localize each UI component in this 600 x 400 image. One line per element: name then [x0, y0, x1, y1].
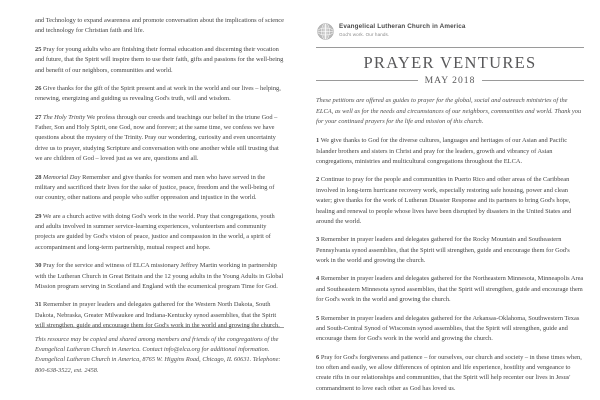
entry-text: Pray for young adults who are finishing their formal education and discerning their vocation and future, that the Spirit will inspire them to use their faith, gifts and passions for the well-being and benefit of our neighbors, communities and world. [35, 45, 284, 74]
entry-number: 5 [316, 314, 320, 322]
entry-text: Remember and give thanks for women and men who have served in the military and sacrificed their lives for the sake of justice, peace, freedom and the well-being of our country, other nations and people who suffer oppression and injustice in the world. [35, 173, 275, 202]
issue-date: MAY 2018 [424, 75, 476, 87]
entry-text: Pray for the service and witness of ELCA missionary Jeffrey Martin working in partnership with the Lutheran Church in Great Britain and the 12 young adults in the Young Adults in Global Mission program serving in Scotland and England with the ecumenical program Time for God. [35, 262, 284, 290]
entry-text: Remember in prayer leaders and delegates gathered for the Rocky Mountain and Southeastern Pennsylvania synod assemblies, that the Spirit will strengthen, guide and encourage them for God's work in the world and growing the church. [316, 236, 570, 265]
prayer-entry [35, 45, 284, 76]
prayer-entry [316, 274, 584, 305]
entry-text: We profess through our creeds and teachings our belief in the triune God – Father, Son and Holy Spirit, one God, now and forever; at the same time, we confess we have questions about the mystery of the Trinity. Pray our wondering, curiosity and even uncertainty drive us to prayer, studying Scripture and conversation with one another while still trusting that we are children of God – loved just as we are, questions and all. [35, 113, 279, 163]
page-title: PRAYER VENTURES [363, 53, 537, 72]
subtitle-rule-left [316, 80, 418, 81]
prayer-entry [316, 175, 584, 227]
prayer-entry [316, 314, 584, 345]
entry-emphasis: Memorial Day [43, 173, 81, 181]
right-entry-list [314, 136, 586, 394]
entry-number: 28 [35, 173, 42, 181]
intro-paragraph: These petitions are offered as guides to prayer for the global, social and outreach ministries of the ELCA, as well as for the needs and circumstances of our neighbors, communities and world. Thank you for your continued prayers for the life and mission of this church. [316, 97, 582, 125]
entry-number: 6 [316, 353, 320, 361]
footer-divider [35, 327, 284, 328]
elca-globe-cross-icon [317, 23, 334, 40]
entry-number: 29 [35, 212, 42, 220]
entry-text: We are a church active with doing God's work in the world. Pray that congregations, youth and adults involved in summer service-learning experiences, volunteerism and community projects are guided by God's vision of peace, justice and compassion in the world, a spirit of accompaniment and long-term partnership, mutual respect and hope. [35, 212, 275, 251]
brand-lockup [339, 22, 466, 37]
title-top-divider [316, 47, 584, 48]
entry-number: 1 [316, 137, 320, 145]
entry-number: 31 [35, 301, 42, 309]
prayer-entry [316, 136, 584, 167]
prayer-entry [35, 173, 284, 204]
prayer-entry [35, 113, 284, 165]
entry-number: 3 [316, 236, 320, 244]
entry-text: We give thanks to God for the diverse cultures, languages and heritages of our Asian and Pacific Islander brothers and sisters in Christ and pray for the leaders, growth and vibrancy of Asian congregations, ministries and multicultural congregations throughout the ELCA. [316, 137, 568, 166]
entry-text: Continue to pray for the people and communities in Puerto Rico and other areas of the Caribbean involved in long-term hurricane recovery work, especially restoring safe housing, power and clean water; give thanks for the work of Lutheran Disaster Response and its partners to bring God's hope, healing and renewal to people whose lives have been disrupted by disasters in the United States and around the world. [316, 176, 572, 225]
entry-number: 26 [35, 84, 42, 92]
footer-text: This resource may be copied and shared among members and friends of the congregations of the Evangelical Lutheran Church in America. Contact info@elca.org for additional information. Evangelical Lutheran Church in America, 8765 W. Higgins Road, Chicago, IL 60631. Telephone: 800-638-3522, ext. 2458. [35, 335, 281, 374]
entry-text: Remember in prayer leaders and delegates gathered for the Western North Dakota, South Dakota, Nebraska, Greater Milwaukee and Indiana-Kentucky synod assemblies, that the Spirit will strengthen, guide and encourage them for God's work in the world and growing the church. [35, 301, 280, 329]
prayer-entry [35, 212, 284, 254]
entry-text: Pray for God's forgiveness and patience – for ourselves, our church and society – in these times when, too often and easily, we allow differences of opinion and life experience, hostility and vengeance to create rifts in our relationships and communities, that the Spirit will help recenter our lives in Jesus' commandment to love each other as God has loved us. [316, 353, 582, 392]
left-entry-list [35, 45, 284, 332]
continued-paragraph: and Technology to expand awareness and promote conversation about the implications of science and technology for Christian faith and life. [35, 17, 284, 35]
footer-notice [35, 327, 284, 382]
entry-emphasis: The Holy Trinity [43, 113, 86, 121]
entry-text: Remember in prayer leaders and delegates gathered for the Northeastern Minnesota, Minneapolis Area and Southeastern Minnesota synod assemblies, that the Spirit will strengthen, guide and encourage them for God's work in the world and growing the church. [316, 275, 584, 304]
masthead [314, 22, 586, 40]
prayer-entry [35, 84, 284, 105]
entry-number: 4 [316, 275, 320, 283]
entry-number: 30 [35, 262, 42, 270]
page-right [300, 0, 600, 400]
brand-tagline: God's work. Our hands. [339, 31, 390, 37]
subtitle-rule-right [482, 80, 584, 81]
entry-number: 2 [316, 176, 320, 184]
subtitle-row [316, 75, 584, 86]
entry-text: Remember in prayer leaders and delegates gathered for the Arkansas-Oklahoma, Southwestern Texas and South-Central Synod of Wisconsin synod assemblies, that the Spirit will strengthen, guide and encourage them for God's work in the world and growing the church. [316, 314, 580, 343]
prayer-entry [316, 235, 584, 266]
entry-text: Give thanks for the gift of the Spirit present and at work in the world and our lives – helping, renewing, energizing and guiding us revealing God's truth, will and wisdom. [35, 84, 281, 103]
entry-number: 25 [35, 45, 42, 53]
brand-name: Evangelical Lutheran Church in America [339, 23, 466, 30]
prayer-entry [316, 353, 584, 395]
entry-number: 27 [35, 113, 42, 121]
prayer-entry [35, 261, 284, 292]
